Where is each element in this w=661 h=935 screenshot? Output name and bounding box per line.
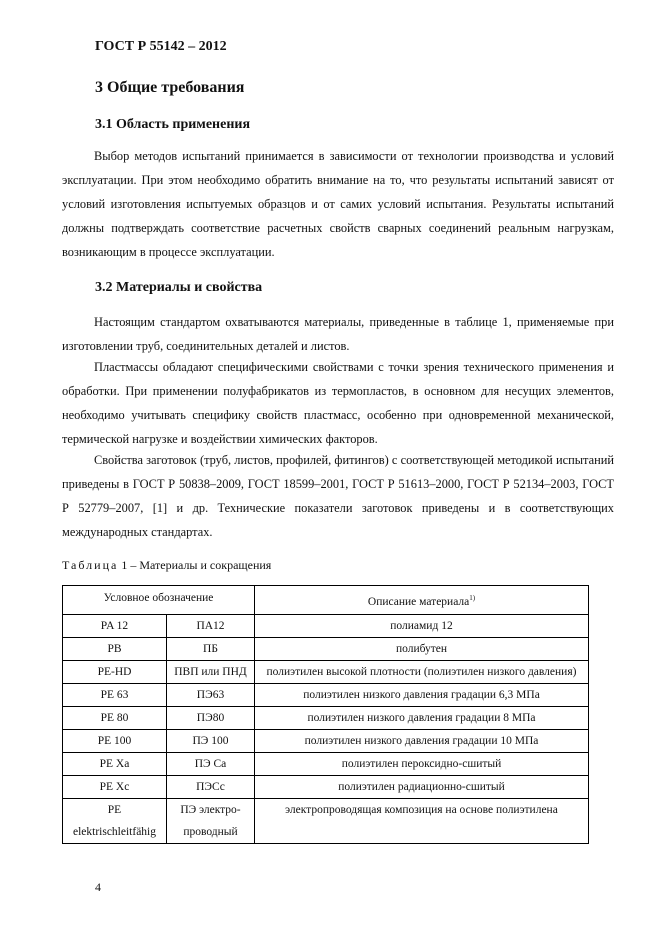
- table-row: [63, 752, 589, 775]
- table-row: [63, 614, 589, 637]
- table-row: [63, 798, 589, 843]
- section-title: 3 Общие требования: [95, 79, 245, 96]
- cell-description: полиэтилен низкого давления градации 10 МПа: [255, 729, 589, 752]
- cell-description: полибутен: [255, 637, 589, 660]
- cell-code-intl: PE 63: [63, 683, 167, 706]
- cell-description: полиэтилен пероксидно-сшитый: [255, 752, 589, 775]
- cell-code-intl: PE Xa: [63, 752, 167, 775]
- table-row: [63, 660, 589, 683]
- cell-code-intl: PE 100: [63, 729, 167, 752]
- cell-description: полиэтилен низкого давления градации 8 МПа: [255, 706, 589, 729]
- cell-code-intl: PE-HD: [63, 660, 167, 683]
- cell-code-intl: PE 80: [63, 706, 167, 729]
- cell-code-ru: ПЭ63: [167, 683, 255, 706]
- paragraph-scope: Выбор методов испытаний принимается в зависимости от технологии производства и условий эксплуатации. При этом необходимо обратить внимание на то, что результаты испытаний зависят от условий изготовления испытуемых образцов и от самих условий испытания. Результаты испытаний должны подтверждать соответствие расчетных свойств сварных соединений реальным нагрузкам, возникающим в процессе эксплуатации.: [62, 149, 614, 259]
- table-caption-word: Таблица: [62, 558, 119, 572]
- cell-code-ru: ПЭ электро-проводный: [167, 798, 255, 843]
- table-row: [63, 729, 589, 752]
- cell-code-intl: PA 12: [63, 614, 167, 637]
- table-caption-text: 1 – Материалы и сокращения: [121, 558, 272, 572]
- table-row: [63, 706, 589, 729]
- cell-code-ru: ПА12: [167, 614, 255, 637]
- cell-description: полиамид 12: [255, 614, 589, 637]
- table-row: [63, 637, 589, 660]
- cell-code-ru: ПВП или ПНД: [167, 660, 255, 683]
- cell-code-ru: ПЭ80: [167, 706, 255, 729]
- cell-description: полиэтилен высокой плотности (полиэтилен низкого давления): [255, 660, 589, 683]
- document-header: ГОСТ Р 55142 – 2012: [95, 39, 227, 54]
- cell-code-ru: ПБ: [167, 637, 255, 660]
- paragraph-materials-2: Пластмассы обладают специфическими свойствами с точки зрения технического применения и обработки. При применении полуфабрикатов из термопластов, в основном для несущих элементов, необходимо учитывать специфику свойств пластмасс, особенно при одновременной механической, термической нагрузке и воздействии химических факторов.: [62, 360, 614, 446]
- paragraph-materials-1: Настоящим стандартом охватываются материалы, приведенные в таблице 1, применяемые при изготовлении труб, соединительных деталей и листов.: [62, 315, 614, 353]
- cell-code-ru: ПЭ 100: [167, 729, 255, 752]
- materials-table: [62, 585, 589, 844]
- cell-description: полиэтилен радиационно-сшитый: [255, 775, 589, 798]
- subsection-title-materials: 3.2 Материалы и свойства: [95, 280, 263, 295]
- table-row: [63, 775, 589, 798]
- page-number: 4: [95, 880, 101, 894]
- cell-code-intl: PE Xc: [63, 775, 167, 798]
- cell-description: электропроводящая композиция на основе полиэтилена: [255, 798, 589, 843]
- cell-code-intl: PE elektrischleitfähig: [63, 798, 167, 843]
- cell-code-intl: PB: [63, 637, 167, 660]
- table-header-row: [63, 586, 589, 615]
- cell-description: полиэтилен низкого давления градации 6,3 МПа: [255, 683, 589, 706]
- header-description-text: Описание материала: [367, 595, 470, 608]
- paragraph-materials-3: Свойства заготовок (труб, листов, профилей, фитингов) с соответствующей методикой испытаний приведены в ГОСТ Р 50838–2009, ГОСТ 18599–2001, ГОСТ Р 51613–2000, ГОСТ Р 52134–2003, ГОСТ Р 52779–2007, [1] и др. Технические показатели заготовок приведены и в соответствующих международных стандартах.: [62, 453, 614, 539]
- table-caption: [62, 558, 271, 573]
- table-row: [63, 683, 589, 706]
- cell-code-ru: ПЭСс: [167, 775, 255, 798]
- header-designation: Условное обозначение: [63, 586, 255, 615]
- footnote-marker: 1): [469, 594, 476, 602]
- subsection-title-scope: 3.1 Область применения: [95, 117, 251, 132]
- header-description: [255, 586, 589, 615]
- cell-code-ru: ПЭ Сa: [167, 752, 255, 775]
